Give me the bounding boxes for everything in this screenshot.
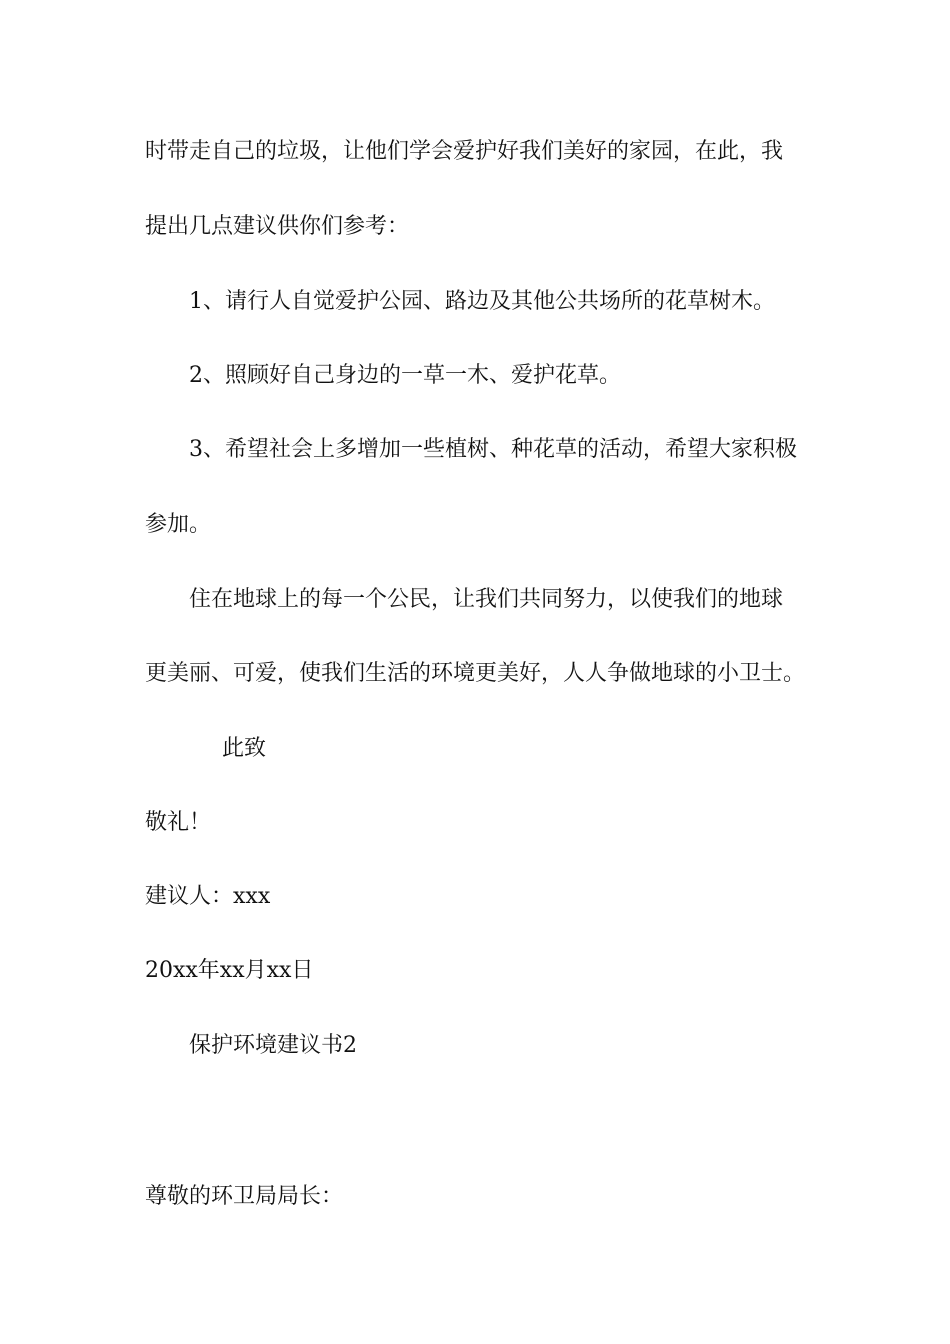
paragraph-2-line-1: 住在地球上的每一个公民，让我们共同努力，以使我们的地球 <box>189 587 784 612</box>
next-letter-title: 保护环境建议书2 <box>189 1033 357 1058</box>
suggestion-item-1: 1、请行人自觉爱护公园、路边及其他公共场所的花草树木。 <box>189 289 775 314</box>
paragraph-1-line-2: 提出几点建议供你们参考： <box>145 214 410 239</box>
suggestion-item-2: 2、照顾好自己身边的一草一木、爱护花草。 <box>189 363 621 388</box>
date: 20xx年xx月xx日 <box>145 958 314 983</box>
paragraph-2-line-2: 更美丽、可爱，使我们生活的环境更美好，人人争做地球的小卫士。 <box>145 661 806 686</box>
suggestion-item-3-continuation: 参加。 <box>145 512 212 537</box>
closing-salutation-1: 此致 <box>222 736 267 761</box>
paragraph-1-line-1: 时带走自己的垃圾，让他们学会爱护好我们美好的家园，在此，我 <box>145 139 784 164</box>
next-letter-greeting: 尊敬的环卫局局长： <box>145 1184 344 1209</box>
signer: 建议人：xxx <box>145 884 271 909</box>
suggestion-item-3: 3、希望社会上多增加一些植树、种花草的活动，希望大家积极 <box>189 437 797 462</box>
closing-salutation-2: 敬礼！ <box>145 810 212 835</box>
